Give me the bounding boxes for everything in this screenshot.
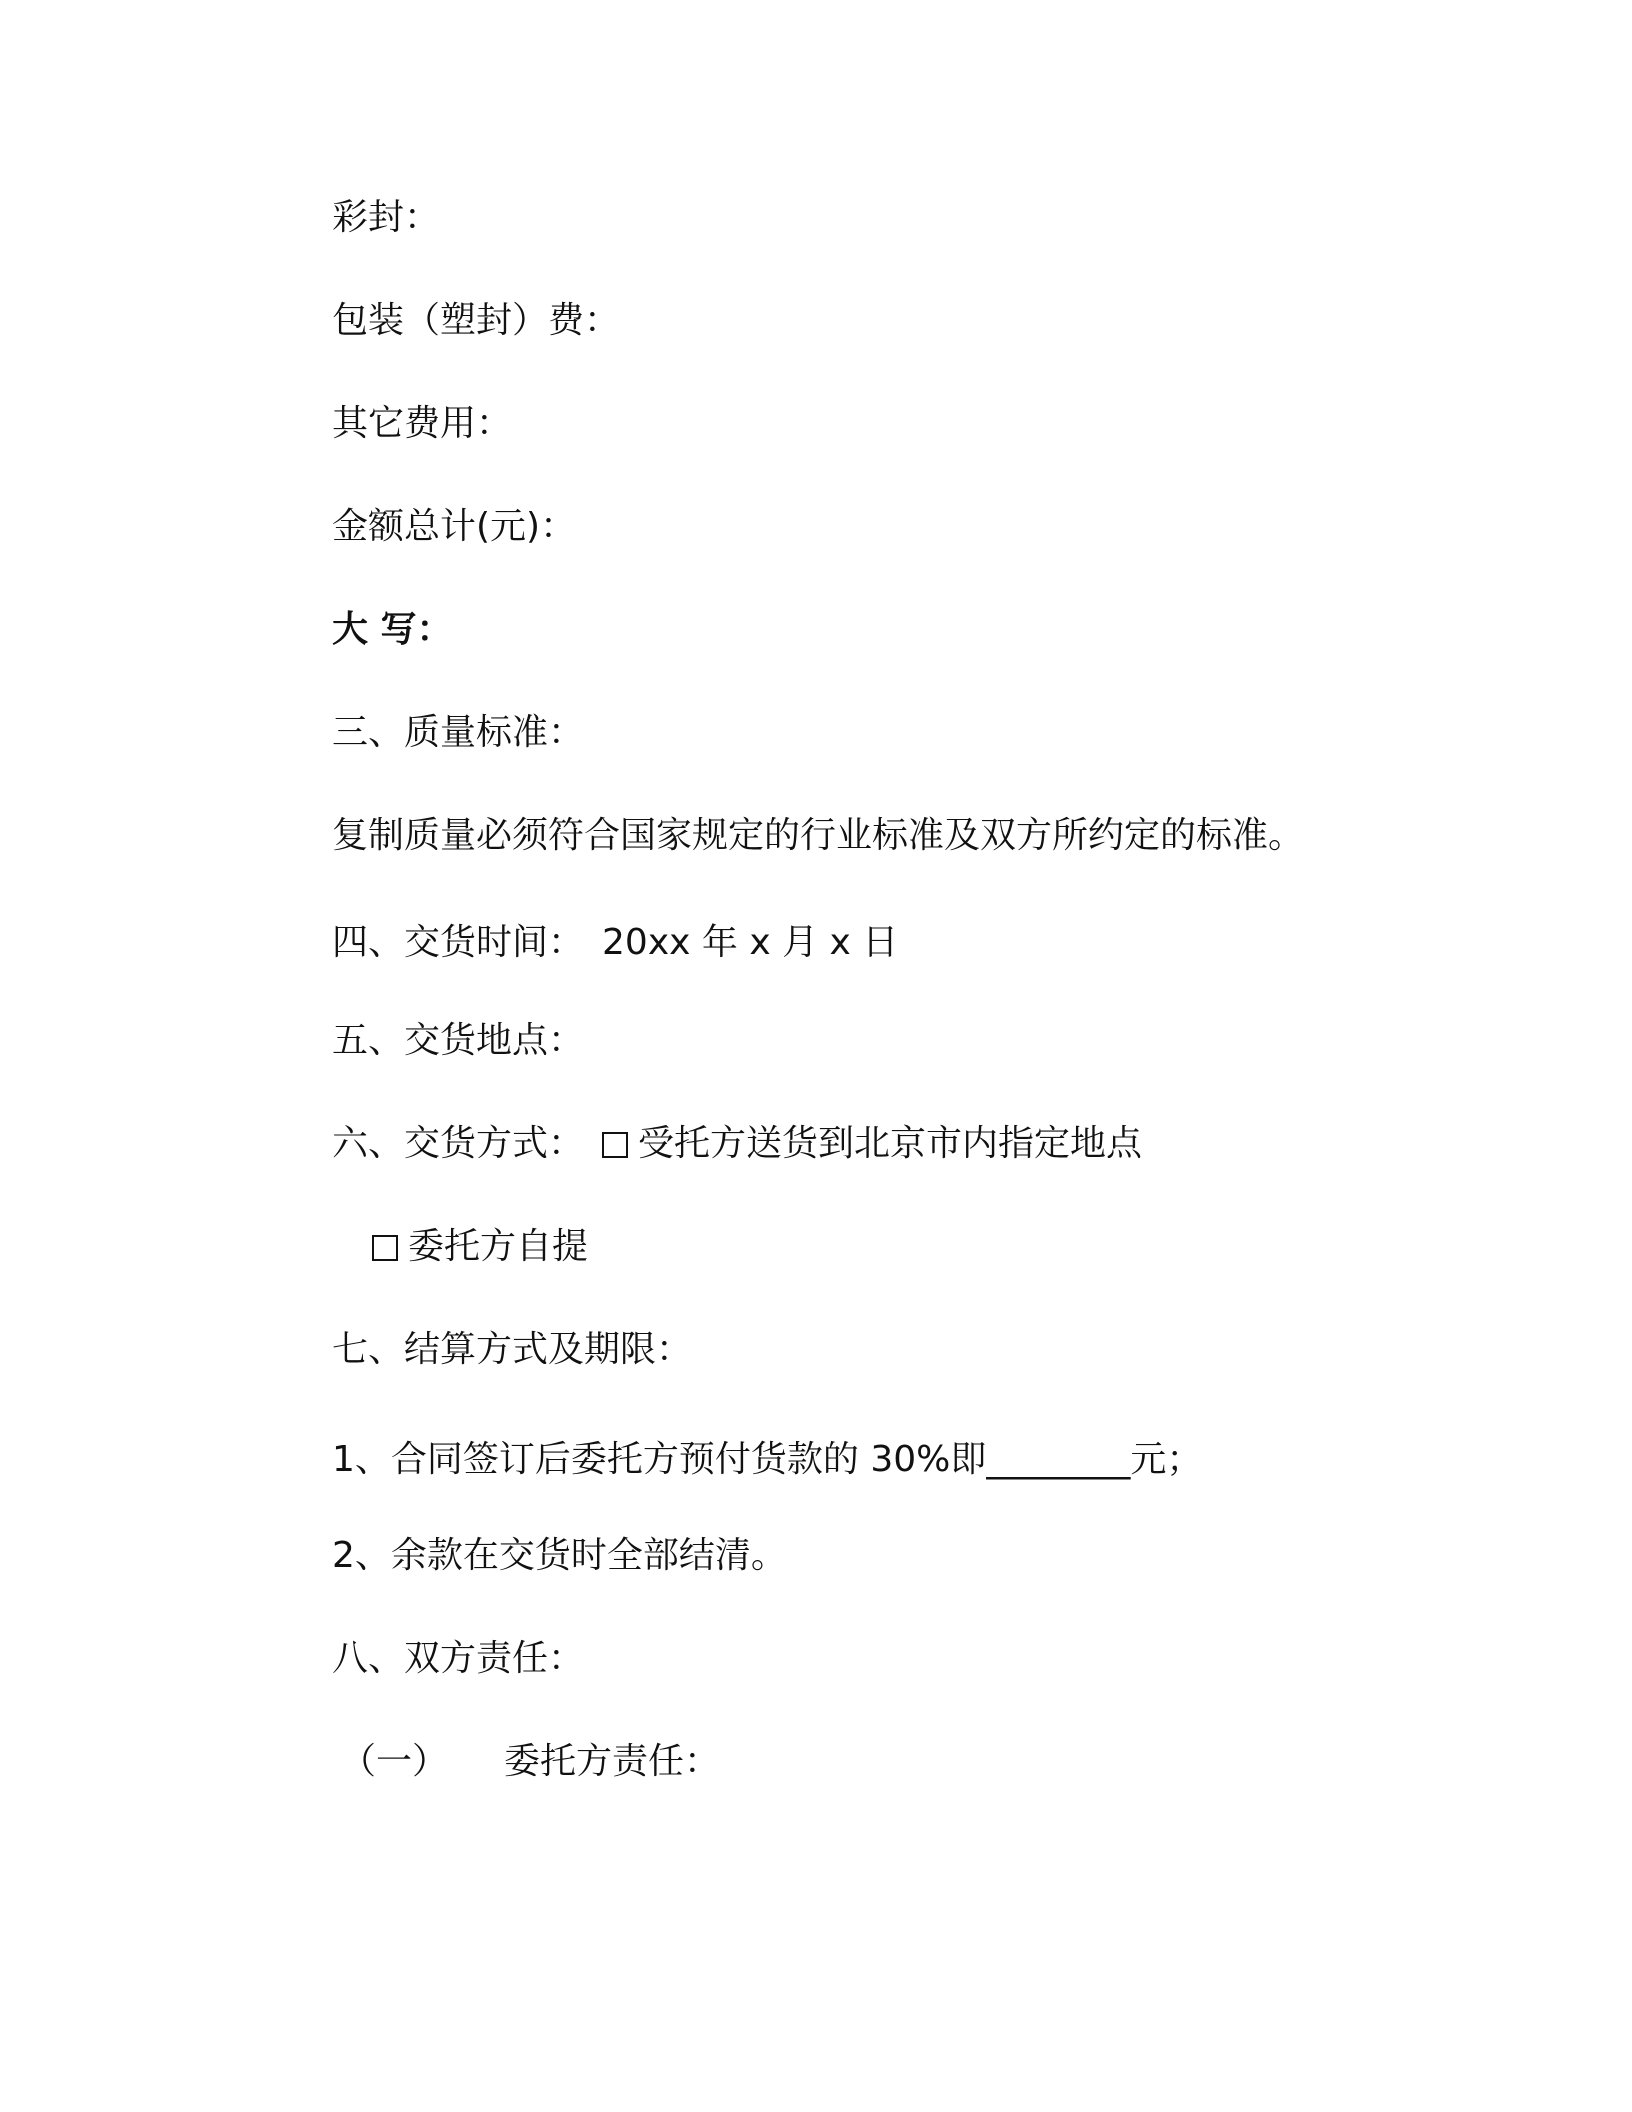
line-amount-in-words: 大 写：: [332, 609, 453, 650]
delivery-time-label: 四、交货时间：: [332, 922, 585, 963]
line-total-amount: 金额总计(元)：: [332, 506, 577, 547]
checkbox-option-self-pickup[interactable]: [372, 1235, 398, 1261]
delivery-time-value: 20xx 年 x 月 x 日: [602, 922, 899, 963]
section-delivery-method: [332, 1120, 1142, 1168]
responsibility-sub-client: [340, 1738, 720, 1786]
settlement-item-1: 1、合同签订后委托方预付货款的 30%即________元；: [332, 1439, 1203, 1480]
section-quality-title: 三、质量标准：: [332, 712, 585, 753]
delivery-option-2: [372, 1223, 588, 1271]
section-responsibilities-title: 八、双方责任：: [332, 1638, 585, 1679]
line-caifeng: 彩封：: [332, 197, 441, 238]
line-other-fees: 其它费用：: [332, 403, 513, 444]
responsibility-sub-label: 委托方责任：: [504, 1741, 721, 1782]
section-delivery-place: 五、交货地点：: [332, 1020, 585, 1061]
checkbox-option-delivery[interactable]: [602, 1132, 628, 1158]
delivery-method-label: 六、交货方式：: [332, 1123, 585, 1164]
section-quality-text: 复制质量必须符合国家规定的行业标准及双方所约定的标准。: [332, 815, 1305, 856]
settlement-item-2: 2、余款在交货时全部结清。: [332, 1535, 787, 1576]
delivery-option-1-label: 受托方送货到北京市内指定地点: [638, 1123, 1143, 1164]
section-settlement-title: 七、结算方式及期限：: [332, 1329, 693, 1370]
line-packaging-fee: 包装（塑封）费：: [332, 300, 621, 341]
section-delivery-time: [332, 919, 898, 967]
delivery-option-2-label: 委托方自提: [408, 1226, 589, 1267]
responsibility-sub-number: （一）: [340, 1741, 449, 1782]
